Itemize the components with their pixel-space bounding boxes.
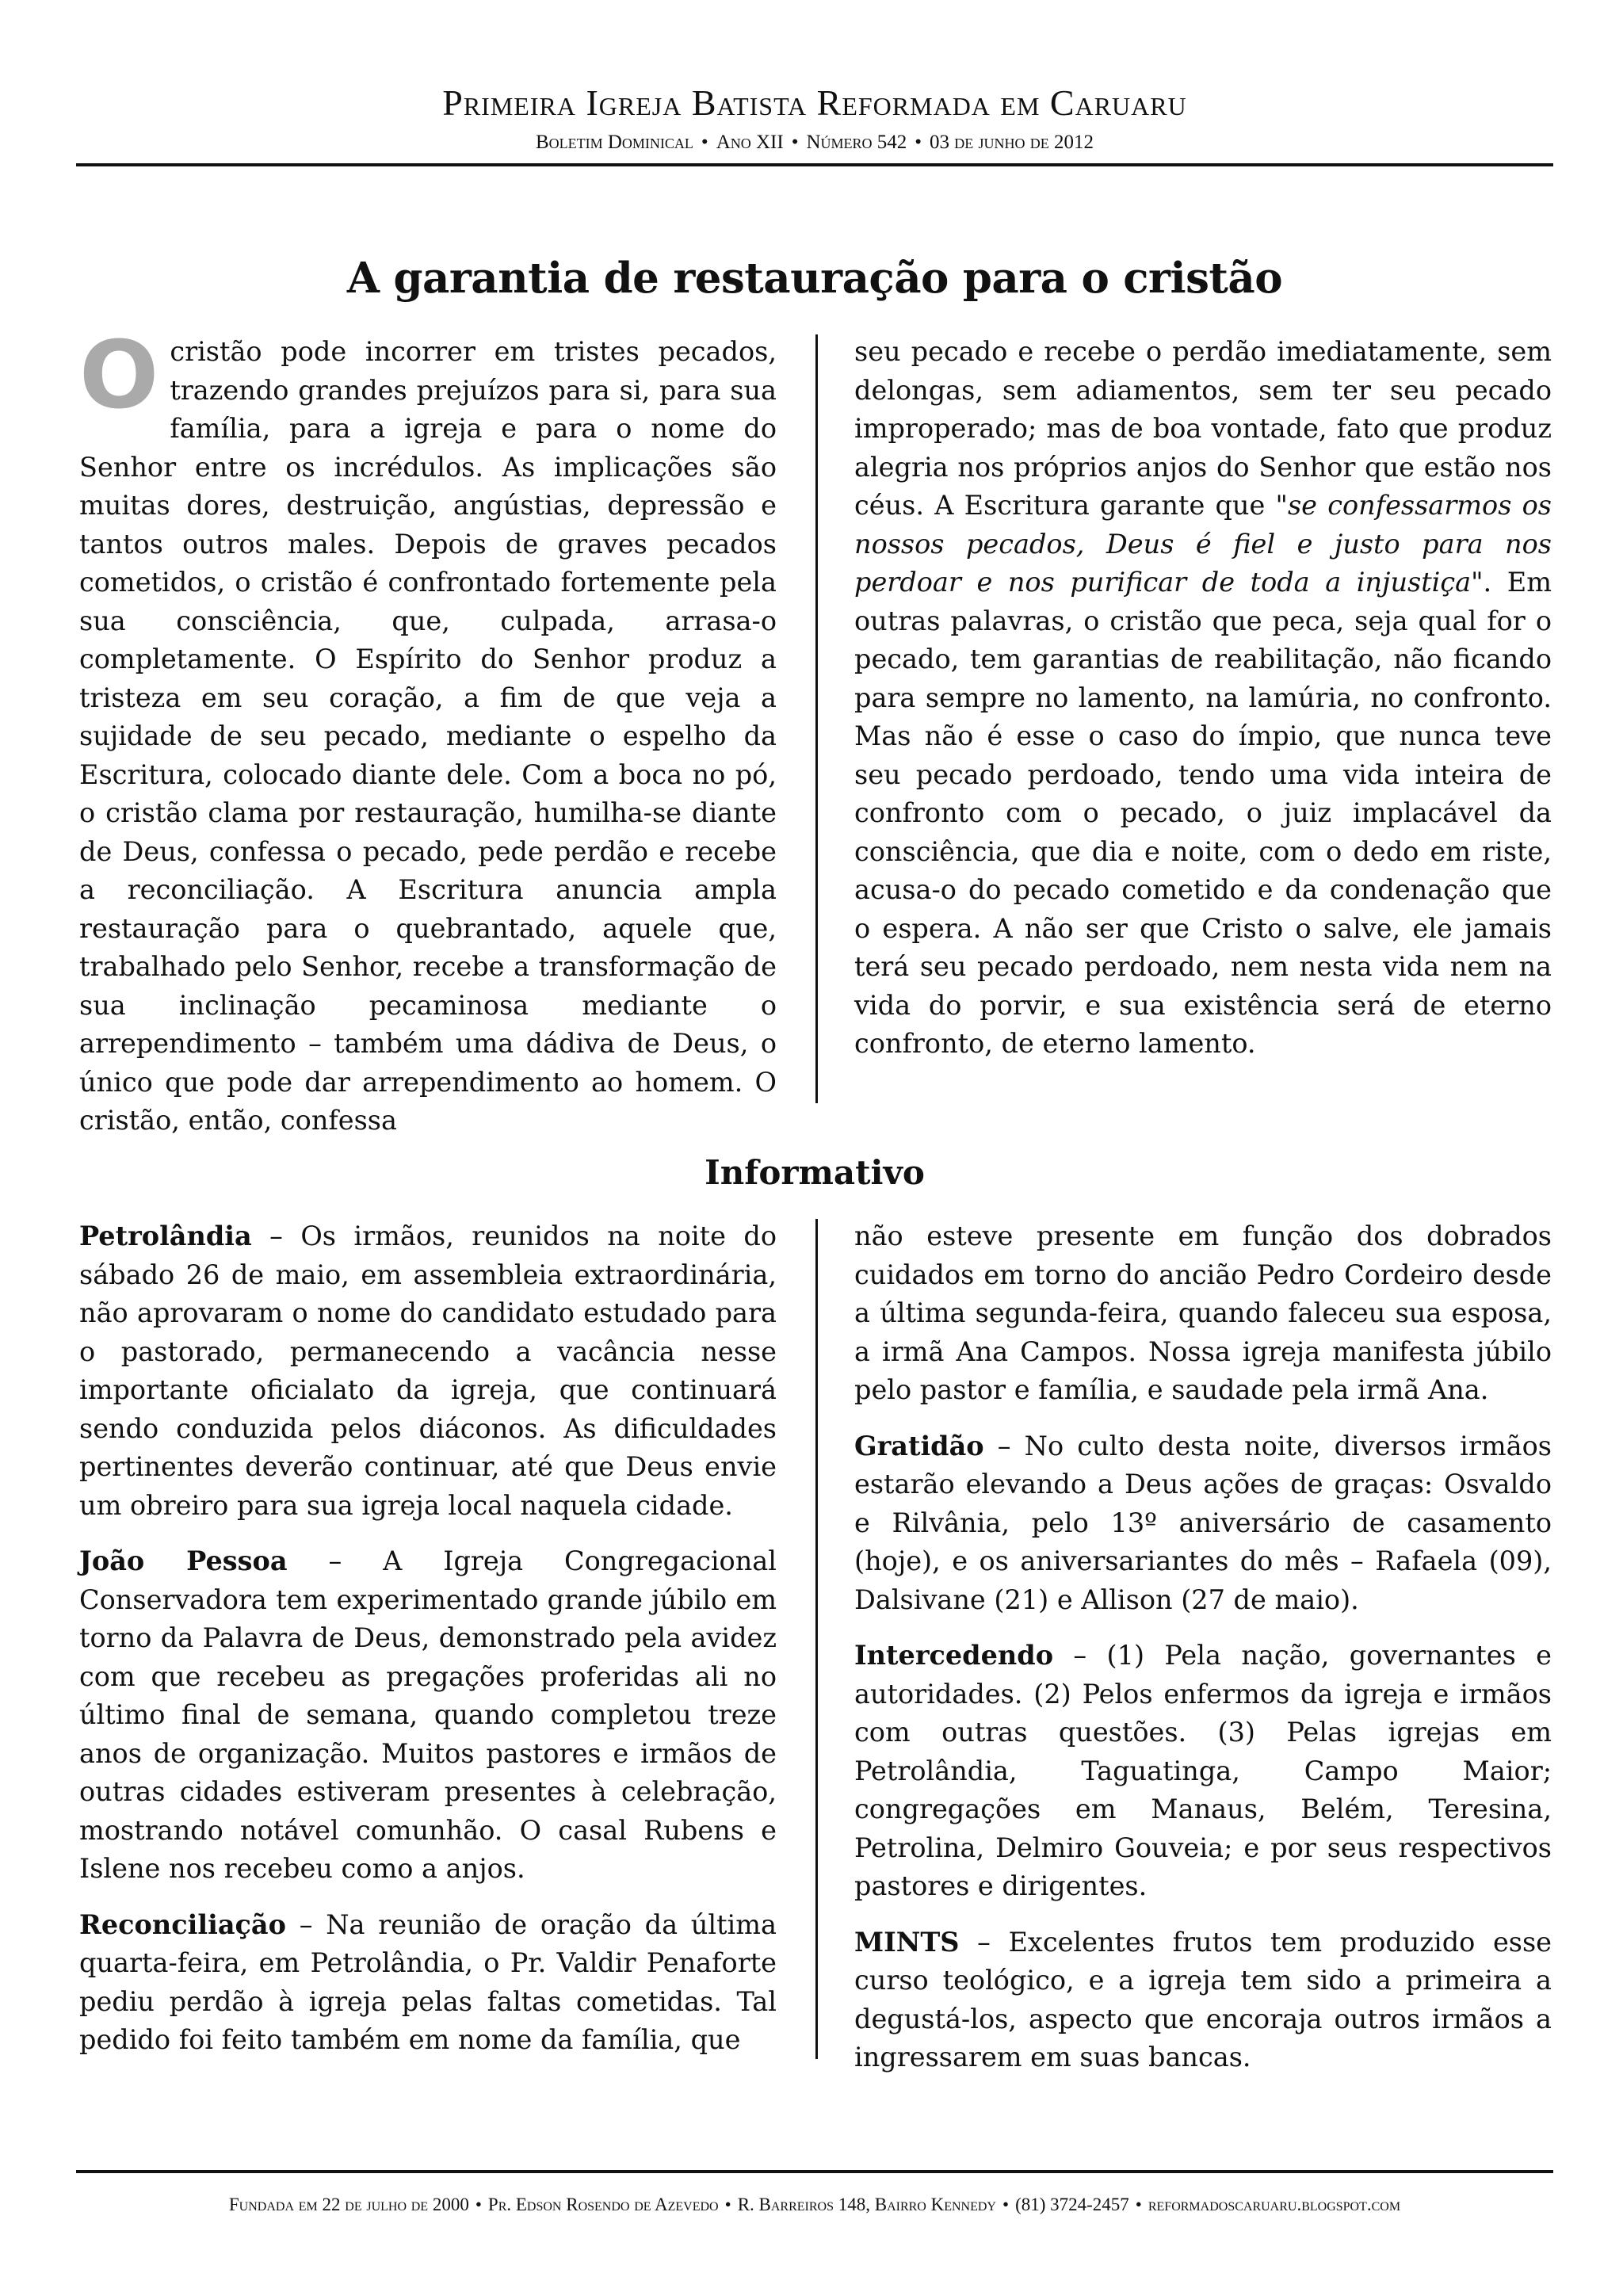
article-column-right <box>854 333 1552 1064</box>
informativo-title: Informativo <box>705 1153 925 1192</box>
footer-website: reformadoscaruaru.blogspot.com <box>1148 2195 1401 2214</box>
informativo-column-right <box>854 1217 1552 2095</box>
bullet-separator: • <box>915 132 922 153</box>
news-text: – No culto desta noite, diversos irmãos estarão elevando a Deus ações de graças: Osvaldo e Rilvânia, pelo 13º aniversário de casamento (hoje), e os aniversariantes do mês – Rafaela (09), Dalsivane (21) e Allison (27 de maio). <box>854 1430 1552 1615</box>
article-text-right-before: seu pecado e recebe o perdão imediatamente, sem delongas, sem adiamentos, sem ter seu pecado improperado; mas de boa vontade, fato que produz alegria nos próprios anjos do Senhor que estão nos céus. A Escritura garante que <box>854 336 1552 521</box>
bulletin-type: Boletim Dominical <box>535 132 693 153</box>
footer <box>76 2192 1553 2218</box>
bullet-separator: • <box>475 2195 482 2214</box>
masthead <box>76 79 1553 157</box>
bulletin-year: Ano XII <box>716 132 784 153</box>
column-divider <box>815 334 818 1103</box>
bulletin-info-line <box>76 128 1553 157</box>
article-paragraph-right <box>854 333 1552 1064</box>
bullet-separator: • <box>701 132 708 153</box>
news-label: Intercedendo <box>854 1640 1054 1671</box>
news-label: Petrolândia <box>79 1221 252 1251</box>
bullet-separator: • <box>1135 2195 1142 2214</box>
news-label: MINTS <box>854 1926 960 1958</box>
scripture-quote: "se confessarmos os nossos pecados, Deus é fiel e justo para nos perdoar e nos purificar de toda a injustiça" <box>854 490 1552 598</box>
news-item-reconciliacao <box>79 1906 777 2060</box>
header-rule <box>76 163 1553 166</box>
bulletin-number: Número 542 <box>806 132 907 153</box>
drop-cap: O <box>79 320 159 430</box>
news-item-petrolandia <box>79 1217 777 1525</box>
footer-founded: Fundada em 22 de julho de 2000 <box>228 2195 469 2214</box>
article-text-right-after: . Em outras palavras, o cristão que peca, seja qual for o pecado, tem garantias de reabilitação, não ficando para sempre no lamento, na lamúria, no confronto. Mas não é esse o caso do ímpio, que nunca teve seu pecado perdoado, tendo uma vida inteira de confronto com o pecado, o juiz implacável da consciência, que dia e noite, com o dedo em riste, acusa-o do pecado cometido e da condenação que o espera. A não ser que Cristo o salve, ele jamais terá seu pecado perdoado, nem nesta vida nem na vida do porvir, e sua existência será de eterno confronto, de eterno lamento. <box>854 567 1552 1059</box>
column-divider <box>815 1219 818 2059</box>
article-column-left <box>79 320 777 1140</box>
news-text: – A Igreja Congregacional Conservadora tem experimentado grande júbilo em torno da Palavra de Deus, demonstrado pela avidez com que recebeu as pregações proferidas ali no último final de semana, quando completou treze anos de organização. Muitos pastores e irmãos de outras cidades estiveram presentes à celebração, mostrando notável comunhão. O casal Rubens e Islene nos recebeu como a anjos. <box>79 1545 777 1884</box>
news-label: João Pessoa <box>79 1545 288 1576</box>
news-item-gratidao <box>854 1427 1552 1620</box>
footer-phone: (81) 3724-2457 <box>1015 2195 1129 2214</box>
bullet-separator: • <box>724 2195 731 2214</box>
footer-pastor: Pr. Edson Rosendo de Azevedo <box>487 2195 719 2214</box>
news-text: – (1) Pela nação, governantes e autoridades. (2) Pelos enfermos da igreja e irmãos com outras questões. (3) Pelas igrejas em Petrolândia, Taguatinga, Campo Maior; congregações em Manaus, Belém, Teresina, Petrolina, Delmiro Gouveia; e por seus respectivos pastores e dirigentes. <box>854 1640 1552 1901</box>
church-name: Primeira Igreja Batista Reformada em Caruaru <box>442 82 1187 123</box>
footer-rule <box>76 2170 1553 2173</box>
news-item-joao-pessoa <box>79 1542 777 1889</box>
bullet-separator: • <box>791 132 799 153</box>
news-text: não esteve presente em função dos dobrados cuidados em torno do ancião Pedro Cordeiro desde a última segunda-feira, quando faleceu sua esposa, a irmã Ana Campos. Nossa igreja manifesta júbilo pelo pastor e família, e saudade pela irmã Ana. <box>854 1221 1552 1405</box>
bulletin-date: 03 de junho de 2012 <box>930 132 1094 153</box>
footer-address: R. Barreiros 148, Bairro Kennedy <box>737 2195 996 2214</box>
news-text: – Os irmãos, reunidos na noite do sábado 26 de maio, em assembleia extraordinária, não aprovaram o nome do candidato estudado para o pastorado, permanecendo a vacância nesse importante oficialato da igreja, que continuará sendo conduzida pelos diáconos. As dificuldades pertinentes deverão continuar, até que Deus envie um obreiro para sua igreja local naquela cidade. <box>79 1221 777 1521</box>
news-item-reconciliacao-cont <box>854 1217 1552 1410</box>
informativo-column-left <box>79 1217 777 2077</box>
news-item-mints <box>854 1924 1552 2077</box>
news-text: – Excelentes frutos tem produzido esse curso teológico, e a igreja tem sido a primeira a degustá-los, aspecto que encoraja outros irmãos a ingressarem em suas bancas. <box>854 1926 1552 2073</box>
news-label: Gratidão <box>854 1430 984 1461</box>
news-text: – Na reunião de oração da última quarta-feira, em Petrolândia, o Pr. Valdir Penaforte pediu perdão à igreja pelas faltas cometidas. Tal pedido foi feito também em nome da família, que <box>79 1908 777 2055</box>
bullet-separator: • <box>1002 2195 1010 2214</box>
article-text-left: cristão pode incorrer em tristes pecados, trazendo grandes prejuízos para si, para sua família, para a igreja e para o nome do Senhor entre os incrédulos. As implicações são muitas dores, destruição, angústias, depressão e tantos outros males. Depois de graves pecados cometidos, o cristão é confrontado fortemente pela sua consciência, que, culpada, arrasa-o completamente. O Espírito do Senhor produz a tristeza em seu coração, a fim de que veja a sujidade de seu pecado, mediante o espelho da Escritura, colocado diante dele. Com a boca no pó, o cristão clama por restauração, humilha-se diante de Deus, confessa o pecado, pede perdão e recebe a reconciliação. A Escritura anuncia ampla restauração para o quebrantado, aquele que, trabalhado pelo Senhor, recebe a transformação de sua inclinação pecaminosa mediante o arrependimento – também uma dádiva de Deus, o único que pode dar arrependimento ao homem. O cristão, então, confessa <box>79 336 777 1136</box>
news-label: Reconciliação <box>79 1908 286 1940</box>
article-title: A garantia de restauração para o cristão <box>346 254 1283 303</box>
news-item-intercedendo <box>854 1637 1552 1906</box>
article-paragraph-left <box>79 320 777 1140</box>
